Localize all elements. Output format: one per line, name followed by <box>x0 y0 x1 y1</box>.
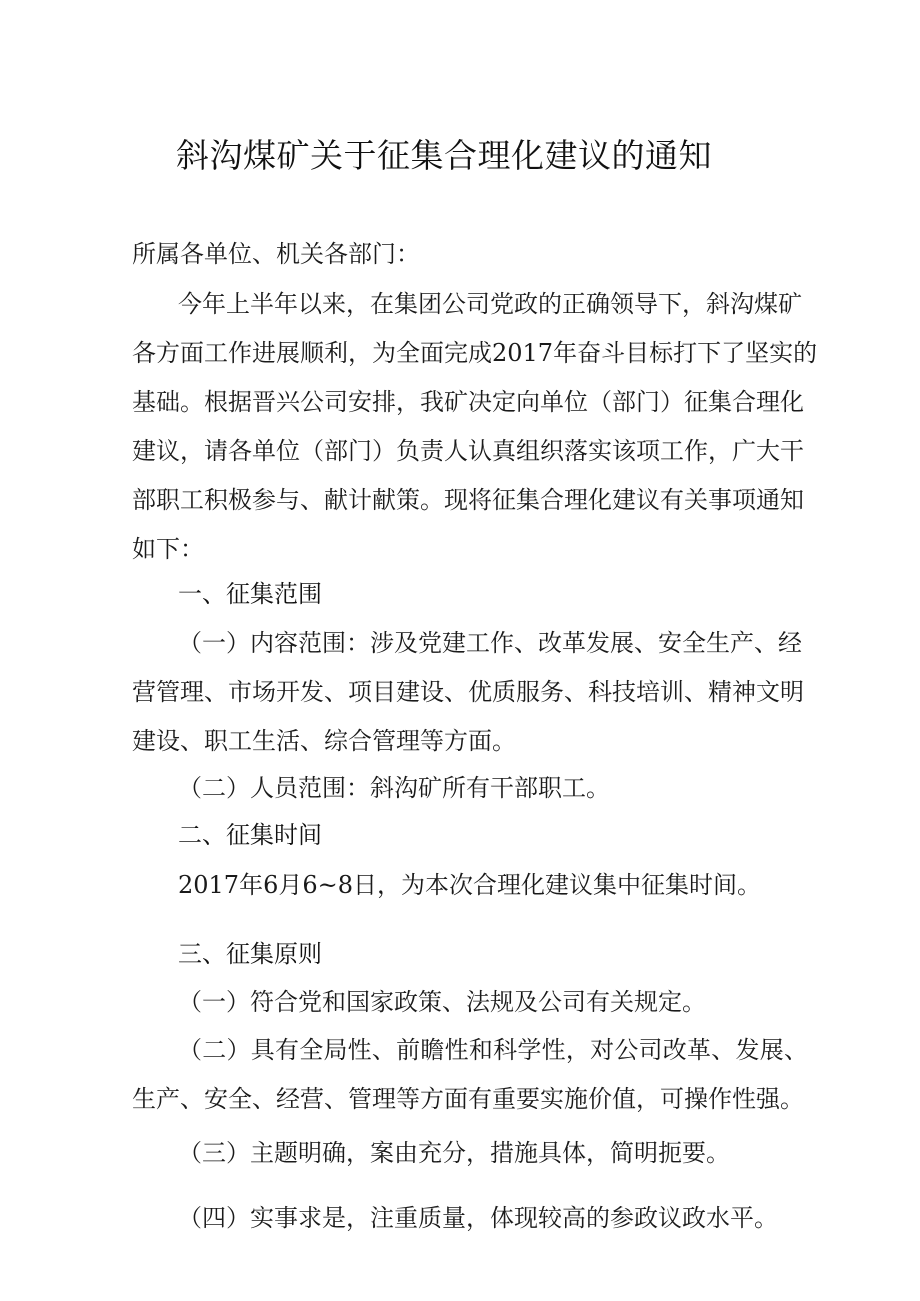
intro-line: 今年上半年以来，在集团公司党政的正确领导下，斜沟煤矿 <box>178 290 802 318</box>
intro-line: 如下： <box>132 535 204 563</box>
section-heading: 三、征集原则 <box>178 940 322 968</box>
section3-item2-line: （二）具有全局性、前瞻性和科学性，对公司改革、发展、 <box>178 1036 808 1064</box>
section2-text: 2017年6月6~8日，为本次合理化建议集中征集时间。 <box>178 871 761 899</box>
section3-item4: （四）实事求是，注重质量，体现较高的参政议政水平。 <box>178 1204 778 1232</box>
document-title: 斜沟煤矿关于征集合理化建议的通知 <box>176 136 712 175</box>
intro-line: 基础。根据晋兴公司安排，我矿决定向单位（部门）征集合理化 <box>132 388 804 416</box>
section1-item1-line: （一）内容范围：涉及党建工作、改革发展、安全生产、经 <box>178 629 802 657</box>
intro-line: 部职工积极参与、献计献策。现将征集合理化建议有关事项通知 <box>132 486 804 514</box>
intro-line: 各方面工作进展顺利，为全面完成2017年奋斗目标打下了坚实的 <box>132 339 818 367</box>
intro-line: 建议，请各单位（部门）负责人认真组织落实该项工作，广大干 <box>132 437 804 465</box>
section3-item1: （一）符合党和国家政策、法规及公司有关规定。 <box>178 988 706 1016</box>
section-heading: 一、征集范围 <box>178 580 322 608</box>
section-heading: 二、征集时间 <box>178 821 322 849</box>
section1-item2: （二）人员范围：斜沟矿所有干部职工。 <box>178 774 610 802</box>
section3-item3: （三）主题明确，案由充分，措施具体，简明扼要。 <box>178 1139 730 1167</box>
section1-item1-line: 建设、职工生活、综合管理等方面。 <box>132 727 516 755</box>
section1-item1-line: 营管理、市场开发、项目建设、优质服务、科技培训、精神文明 <box>132 678 804 706</box>
section3-item2-line: 生产、安全、经营、管理等方面有重要实施价值，可操作性强。 <box>132 1085 804 1113</box>
salutation: 所属各单位、机关各部门： <box>132 240 420 268</box>
